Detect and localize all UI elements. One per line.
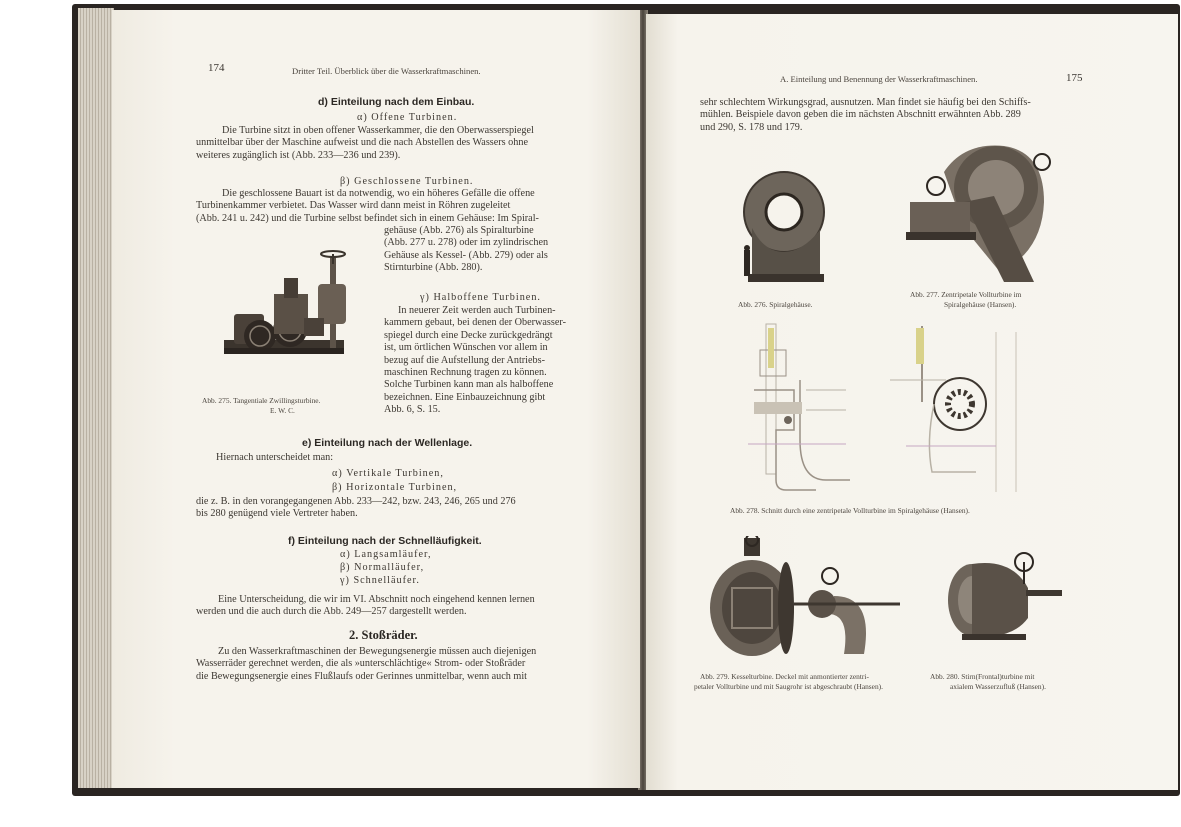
figure-boiler-turbine [704,536,904,664]
text-line: In neuerer Zeit werden auch Turbinen- [398,305,556,316]
caption-fig277-source: Spiralgehäuse (Hansen). [944,300,1017,309]
list-item-langsam: α) Langsamläufer, [340,549,432,560]
list-item-schnell: γ) Schnelläufer. [340,575,420,586]
left-running-head: Dritter Teil. Überblick über die Wasserkraftmaschinen. [292,66,481,76]
text-line: Turbinenkammer verbietet. Das Wasser wird dann meist in Röhren zugeleitet [196,200,511,212]
caption-fig279-detail: petaler Vollturbine und mit Saugrohr ist abgeschraubt (Hansen). [694,682,883,691]
figure-twin-turbine [212,244,362,384]
subheading-geschlossene-turbinen: β) Geschlossene Turbinen. [340,176,474,187]
text-line: Zu den Wasserkraftmaschinen der Bewegungsenergie müssen auch diejenigen [218,646,537,657]
figure-centripetal-turbine [904,132,1064,284]
text-line: sehr schlechtem Wirkungsgrad, ausnutzen. Man findet sie häufig bei den Schiffs- [700,97,1031,108]
text-line: Solche Turbinen kann man als halboffene [384,379,554,391]
text-line: (Abb. 277 u. 278) oder im zylindrischen [384,237,549,249]
text-intro-e: Hiernach unterscheidet man: [216,452,334,463]
caption-fig276: Abb. 276. Spiralgehäuse. [738,300,813,309]
right-running-head: A. Einteilung und Benennung der Wasserkraftmaschinen. [780,74,978,84]
text-line: bis 280 genügend viele Vertreter haben. [196,508,358,520]
text-line: bezeichnen. Eine Einbauzeichnung gibt [384,391,546,403]
figure-spiral-casing [732,168,832,290]
paragraph-schnellaeufigkeit [196,594,582,619]
right-page-number: 175 [1066,72,1083,84]
heading-section-d: d) Einteilung nach dem Einbau. [318,96,475,108]
paragraph-geschlossene [196,188,591,225]
text-line: werden und die auch durch die Abb. 249—257 dargestellt werden. [196,606,467,618]
heading-section-e: e) Einteilung nach der Wellenlage. [302,437,473,449]
text-line: Die geschlossene Bauart ist da notwendig, wo ein höheres Gefälle die offene [222,188,535,199]
text-line: spiegel durch eine Decke zurückgedrängt [384,329,553,341]
paragraph-geschlossene-wrap [384,225,590,275]
figure-section-horizontal [886,322,1026,498]
text-line: Abb. 6, S. 15. [384,404,441,416]
list-item-horizontal: β) Horizontale Turbinen, [332,482,458,493]
caption-fig280: Abb. 280. Stirn(Frontal)turbine mit [930,672,1035,681]
paragraph-wellenlage [196,496,584,521]
list-item-normal: β) Normalläufer, [340,562,425,573]
caption-fig279: Abb. 279. Kesselturbine. Deckel mit anmontierter zentri- [700,672,869,681]
text-line: Stirnturbine (Abb. 280). [384,262,483,274]
caption-fig275: Abb. 275. Tangentiale Zwillingsturbine. [202,396,321,405]
text-line: gehäuse (Abb. 276) als Spiralturbine [384,225,534,236]
figure-section-vertical [746,320,856,498]
text-line: und 290, S. 178 und 179. [700,121,803,133]
list-item-vertikal: α) Vertikale Turbinen, [332,468,444,479]
text-line: weiteres zugänglich ist (Abb. 233—236 und 239). [196,149,401,161]
left-page-number: 174 [208,62,225,74]
paragraph-halboffene [384,305,590,417]
subheading-offene-turbinen: α) Offene Turbinen. [357,112,458,123]
figure-front-turbine [942,548,1066,648]
caption-fig278: Abb. 278. Schnitt durch eine zentripetale Vollturbine im Spiralgehäuse (Hansen). [730,506,970,515]
caption-fig280-detail: axialem Wasserzufluß (Hansen). [950,682,1046,691]
paragraph-offene [196,125,591,162]
text-line: unmittelbar über der Maschine aufweist und die nach Abstellen des Wassers ohne [196,137,528,149]
text-line: bezug auf die Aufstellung der Antriebs- [384,354,545,366]
paragraph-stossraeder [196,646,580,683]
text-line: Gehäuse als Kessel- (Abb. 279) oder als [384,249,548,261]
caption-fig277: Abb. 277. Zentripetale Vollturbine im [910,290,1022,299]
heading-section-f: f) Einteilung nach der Schnelläufigkeit. [288,535,482,547]
text-line: Wasserräder gerechnet werden, die als »unterschlächtige« Strom- oder Stoßräder [196,658,526,670]
page-edges [78,8,114,788]
subheading-halboffene-turbinen: γ) Halboffene Turbinen. [420,292,541,303]
heading-stossraeder: 2. Stoßräder. [349,628,418,642]
caption-fig275-source: E. W. C. [270,406,295,415]
text-line: Die Turbine sitzt in oben offener Wasserkammer, die den Oberwasserspiegel [222,125,534,136]
text-line: kammern gebaut, bei denen der Oberwasser- [384,317,566,329]
text-line: die Bewegungsenergie eines Flußlaufs oder Gerinnes unmittelbar, wenn auch mit [196,670,527,682]
paragraph-continuation [700,97,1084,134]
text-line: Eine Unterscheidung, die wir im VI. Abschnitt noch eingehend kennen lernen [218,594,535,605]
text-line: mühlen. Beispiele davon geben die im nächsten Abschnitt erwähnten Abb. 289 [700,109,1021,121]
text-line: (Abb. 241 u. 242) und die Turbine selbst befindet sich in einem Gehäuse: Im Spiral- [196,212,539,224]
text-line: maschinen Rechnung tragen zu können. [384,367,547,379]
text-line: die z. B. in den vorangegangenen Abb. 233—242, bzw. 243, 246, 265 und 276 [196,496,516,507]
text-line: ist, um örtlichen Wünschen vor allem in [384,342,548,354]
